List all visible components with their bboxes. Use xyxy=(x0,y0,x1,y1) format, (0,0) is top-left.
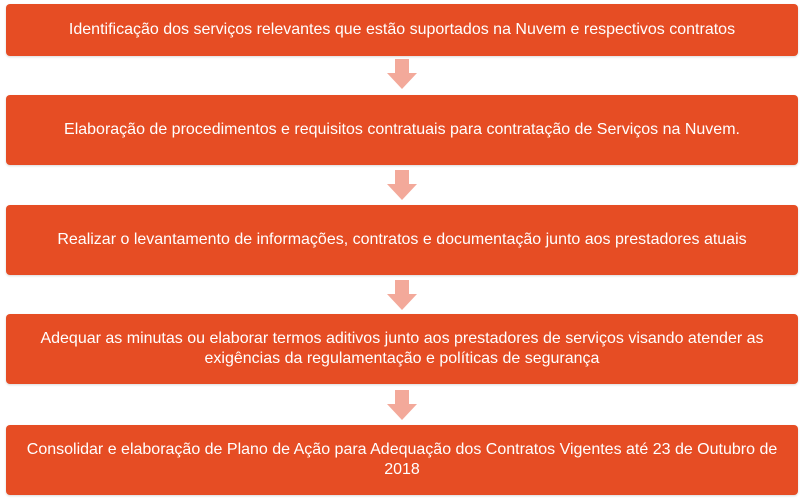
step-4-box xyxy=(6,314,798,384)
step-1-label: Identificação dos serviços relevantes que estão suportados na Nuvem e respectivos contratos xyxy=(68,21,736,38)
down-arrow-icon xyxy=(387,170,417,200)
step-3-label: Realizar o levantamento de informações, contratos e documentação junto aos prestadores atuais xyxy=(57,231,747,248)
down-arrow-icon xyxy=(387,280,417,310)
step-5-box xyxy=(6,425,798,495)
step-5-label: Consolidar e elaboração de Plano de Ação para Adequação dos Contratos Vigentes até 23 de Outubro de 2018 xyxy=(26,441,778,478)
down-arrow-icon xyxy=(387,390,417,420)
step-3-box xyxy=(6,205,798,275)
down-arrow-icon xyxy=(387,59,417,89)
step-1-box xyxy=(6,4,798,56)
step-4-label: Adequar as minutas ou elaborar termos aditivos junto aos prestadores de serviços visando atender as exigências da regulamentação e políticas de segurança xyxy=(40,330,764,367)
step-2-box xyxy=(6,95,798,165)
step-2-label: Elaboração de procedimentos e requisitos contratuais para contratação de Serviços na Nuvem. xyxy=(64,121,740,138)
